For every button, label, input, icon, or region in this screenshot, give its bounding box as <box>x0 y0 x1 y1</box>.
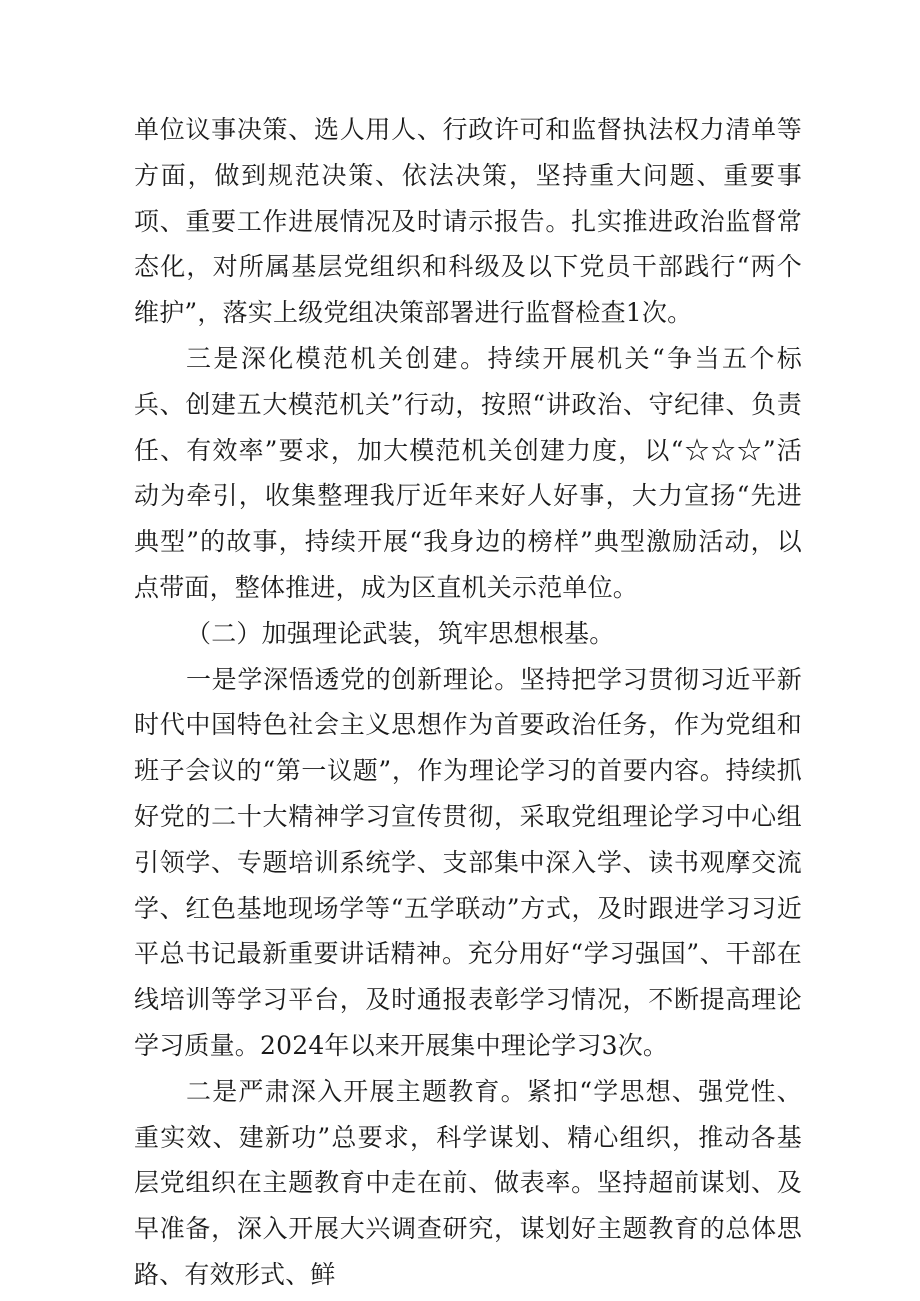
paragraph-innovation-theory: 一是学深悟透党的创新理论。坚持把学习贯彻习近平新时代中国特色社会主义思想作为首要政治任务，作为党组和班子会议的“第一议题”，作为理论学习的首要内容。持续抓好党的二十大精神学习宣传贯彻，采取党组理论学习中心组引领学、专题培训系统学、支部集中深入学、读书观摩交流学、红色基地现场学等“五学联动”方式，及时跟进学习习近平总书记最新重要讲话精神。充分用好“学习强国”、干部在线培训等学习平台，及时通报表彰学习情况，不断提高理论学习质量。2024年以来开展集中理论学习3次。 <box>134 664 802 1060</box>
paragraph-continuation: 单位议事决策、选人用人、行政许可和监督执法权力清单等方面，做到规范决策、依法决策，坚持重大问题、重要事项、重要工作进展情况及时请示报告。扎实推进政治监督常态化，对所属基层党组织和科级及以下党员干部践行“两个维护”，落实上级党组决策部署进行监督检查1次。 <box>134 115 802 328</box>
paragraph-theme-education: 二是严肃深入开展主题教育。紧扣“学思想、强党性、重实效、建新功”总要求，科学谋划、精心组织，推动各基层党组织在主题教育中走在前、做表率。坚持超前谋划、及早准备，深入开展大兴调查研究，谋划好主题教育的总体思路、有效形式、鲜 <box>134 1076 802 1289</box>
paragraph-model-agency: 三是深化模范机关创建。持续开展机关“争当五个标兵、创建五大模范机关”行动，按照“讲政治、守纪律、负责任、有效率”要求，加大模范机关创建力度，以“☆☆☆”活动为牵引，收集整理我厅近年来好人好事，大力宣扬“先进典型”的故事，持续开展“我身边的榜样”典型激励活动，以点带面，整体推进，成为区直机关示范单位。 <box>134 343 802 602</box>
section-heading-theory: （二）加强理论武装，筑牢思想根基。 <box>186 618 615 648</box>
